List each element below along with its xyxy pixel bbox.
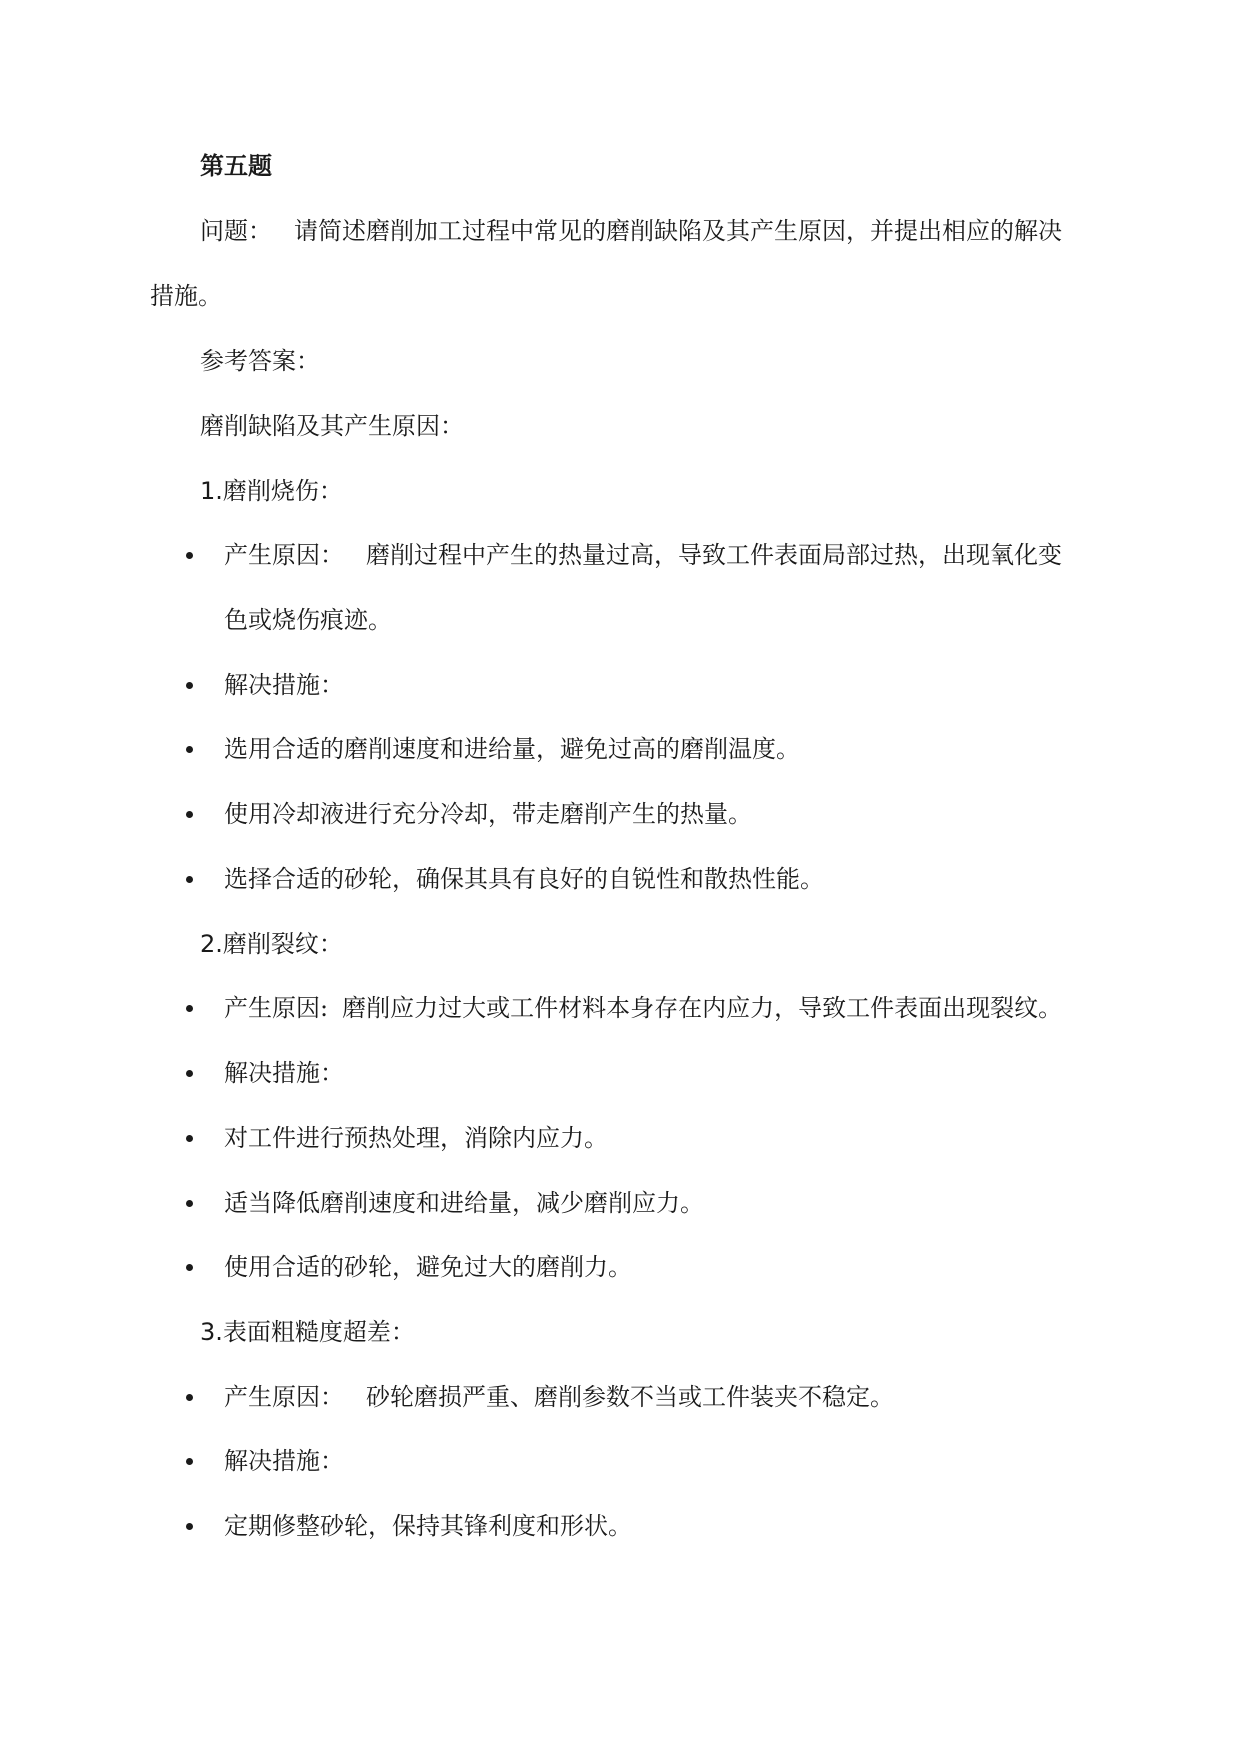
section-number: 2. — [200, 930, 223, 958]
solution-text: 使用冷却液进行充分冷却，带走磨削产生的热量。 — [224, 800, 752, 828]
section-heading — [200, 475, 343, 507]
cause-text: 磨削应力过大或工件材料本身存在内应力，导致工件表面出现裂纹。 — [342, 994, 1063, 1022]
cause-label: 产生原因： — [224, 1383, 344, 1411]
section-title: 表面粗糙度超差： — [222, 1318, 415, 1346]
cause-text: 磨削过程中产生的热量过高，导致工件表面局部过热，出现氧化变 — [366, 541, 1062, 569]
solution-text: 适当降低磨削速度和进给量，减少磨削应力。 — [224, 1189, 704, 1217]
bullet-icon — [186, 1264, 193, 1271]
solution-text: 选用合适的磨削速度和进给量，避免过高的磨削温度。 — [224, 735, 800, 763]
question-label: 问题： — [200, 217, 272, 245]
question-line-1 — [200, 215, 1062, 247]
section-heading — [200, 928, 343, 960]
solution-text: 使用合适的砂轮，避免过大的磨削力。 — [224, 1253, 632, 1281]
section-number: 3. — [200, 1318, 223, 1346]
cause-label: 产生原因： — [224, 541, 344, 569]
page-title: 第五题 — [200, 151, 272, 180]
bullet-icon — [186, 746, 193, 753]
solution-text: 对工件进行预热处理，消除内应力。 — [224, 1124, 608, 1152]
answer-label: 参考答案： — [200, 347, 320, 375]
solution-label: 解决措施： — [224, 1059, 344, 1087]
bullet-icon — [186, 1458, 193, 1465]
question-text: 请简述磨削加工过程中常见的磨削缺陷及其产生原因，并提出相应的解决 — [294, 217, 1062, 245]
section-heading — [200, 1316, 415, 1348]
defects-heading: 磨削缺陷及其产生原因： — [200, 412, 464, 440]
section-title: 磨削裂纹： — [222, 930, 343, 958]
solution-label: 解决措施： — [224, 671, 344, 699]
bullet-icon — [186, 1200, 193, 1207]
bullet-icon — [186, 876, 193, 883]
solution-label: 解决措施： — [224, 1447, 344, 1475]
cause-text-continuation: 色或烧伤痕迹。 — [224, 606, 392, 634]
bullet-icon — [186, 1005, 193, 1012]
question-line-2: 措施。 — [150, 282, 222, 310]
bullet-icon — [186, 552, 193, 559]
bullet-icon — [186, 682, 193, 689]
cause-label: 产生原因: — [224, 994, 329, 1022]
solution-text: 定期修整砂轮，保持其锋利度和形状。 — [224, 1512, 632, 1540]
section-title: 磨削烧伤： — [222, 477, 343, 505]
bullet-icon — [186, 1523, 193, 1530]
bullet-icon — [186, 1394, 193, 1401]
cause-text: 砂轮磨损严重、磨削参数不当或工件装夹不稳定。 — [366, 1383, 894, 1411]
solution-text: 选择合适的砂轮，确保其具有良好的自锐性和散热性能。 — [224, 865, 824, 893]
bullet-icon — [186, 1135, 193, 1142]
bullet-icon — [186, 1070, 193, 1077]
section-number: 1. — [200, 477, 223, 505]
bullet-icon — [186, 811, 193, 818]
